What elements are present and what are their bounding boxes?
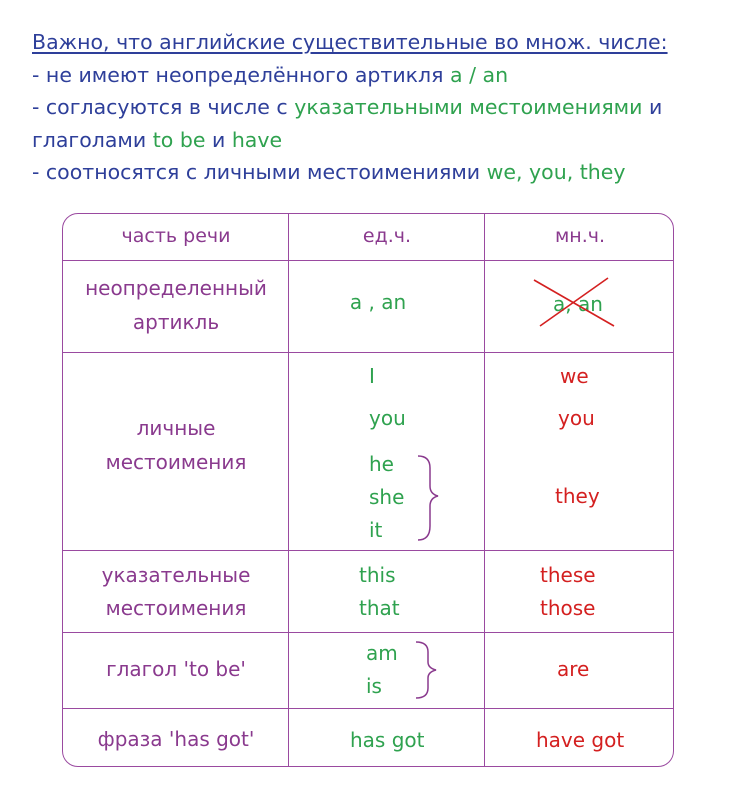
demonstrative-singular-that: that	[359, 596, 400, 620]
pronoun-singular-i: I	[369, 364, 375, 388]
header-singular: ед.ч.	[362, 225, 412, 247]
header-part-of-speech: часть речи	[121, 225, 231, 247]
article-plural: a, an	[553, 292, 603, 316]
pronoun-singular-you: you	[369, 406, 406, 430]
pronoun-plural-you: you	[558, 406, 595, 430]
demonstrative-label-line-2: местоимения	[105, 596, 247, 620]
intro-line-4-text: - соотносятся с личными местоимениями	[32, 160, 487, 184]
has-got-label: фраза 'has got'	[97, 727, 255, 751]
article-label-line-2: артикль	[132, 310, 220, 334]
intro-line-2-highlight: указательными местоимениями	[294, 95, 643, 119]
intro-heading: Важно, что английские существительные во множ. числе:	[32, 30, 668, 54]
header-plural: мн.ч.	[554, 225, 606, 247]
has-got-plural: have got	[536, 728, 625, 752]
pronoun-singular-it: it	[369, 518, 383, 542]
intro-line-2-text: - согласуются в числе с	[32, 95, 295, 119]
article-label-line-1: неопределенный	[85, 276, 267, 300]
demonstrative-plural-these: these	[540, 563, 596, 587]
has-got-singular: has got	[350, 728, 425, 752]
personal-label-line-2: местоимения	[105, 450, 247, 474]
intro-line-3-highlight-to-be: to be	[152, 127, 206, 152]
pronoun-singular-he: he	[369, 452, 394, 476]
personal-label-line-1: личные	[136, 416, 216, 440]
to-be-label: глагол 'to be'	[106, 657, 246, 681]
pronoun-plural-they: they	[555, 484, 600, 508]
intro-line-1-highlight: a / an	[450, 62, 509, 87]
demonstrative-plural-those: those	[540, 596, 596, 620]
intro-line-1-text: - не имеют неопределённого артикля	[32, 62, 450, 87]
demonstrative-label-line-1: указательные	[101, 563, 251, 587]
intro-line-3-text: глаголами	[32, 127, 153, 152]
intro-line-4-highlight: we, you, they	[486, 160, 626, 184]
to-be-plural-are: are	[557, 657, 590, 681]
demonstrative-singular-this: this	[359, 563, 396, 587]
article-singular: a , an	[349, 290, 407, 314]
intro-line-3-highlight-have: have	[231, 127, 283, 152]
pronoun-singular-she: she	[369, 485, 405, 509]
intro-line-2-suffix: и	[642, 95, 663, 119]
intro-line-3-mid: и	[205, 127, 232, 152]
pronoun-plural-we: we	[560, 364, 589, 388]
to-be-singular-is: is	[366, 674, 382, 698]
to-be-singular-am: am	[366, 641, 398, 665]
